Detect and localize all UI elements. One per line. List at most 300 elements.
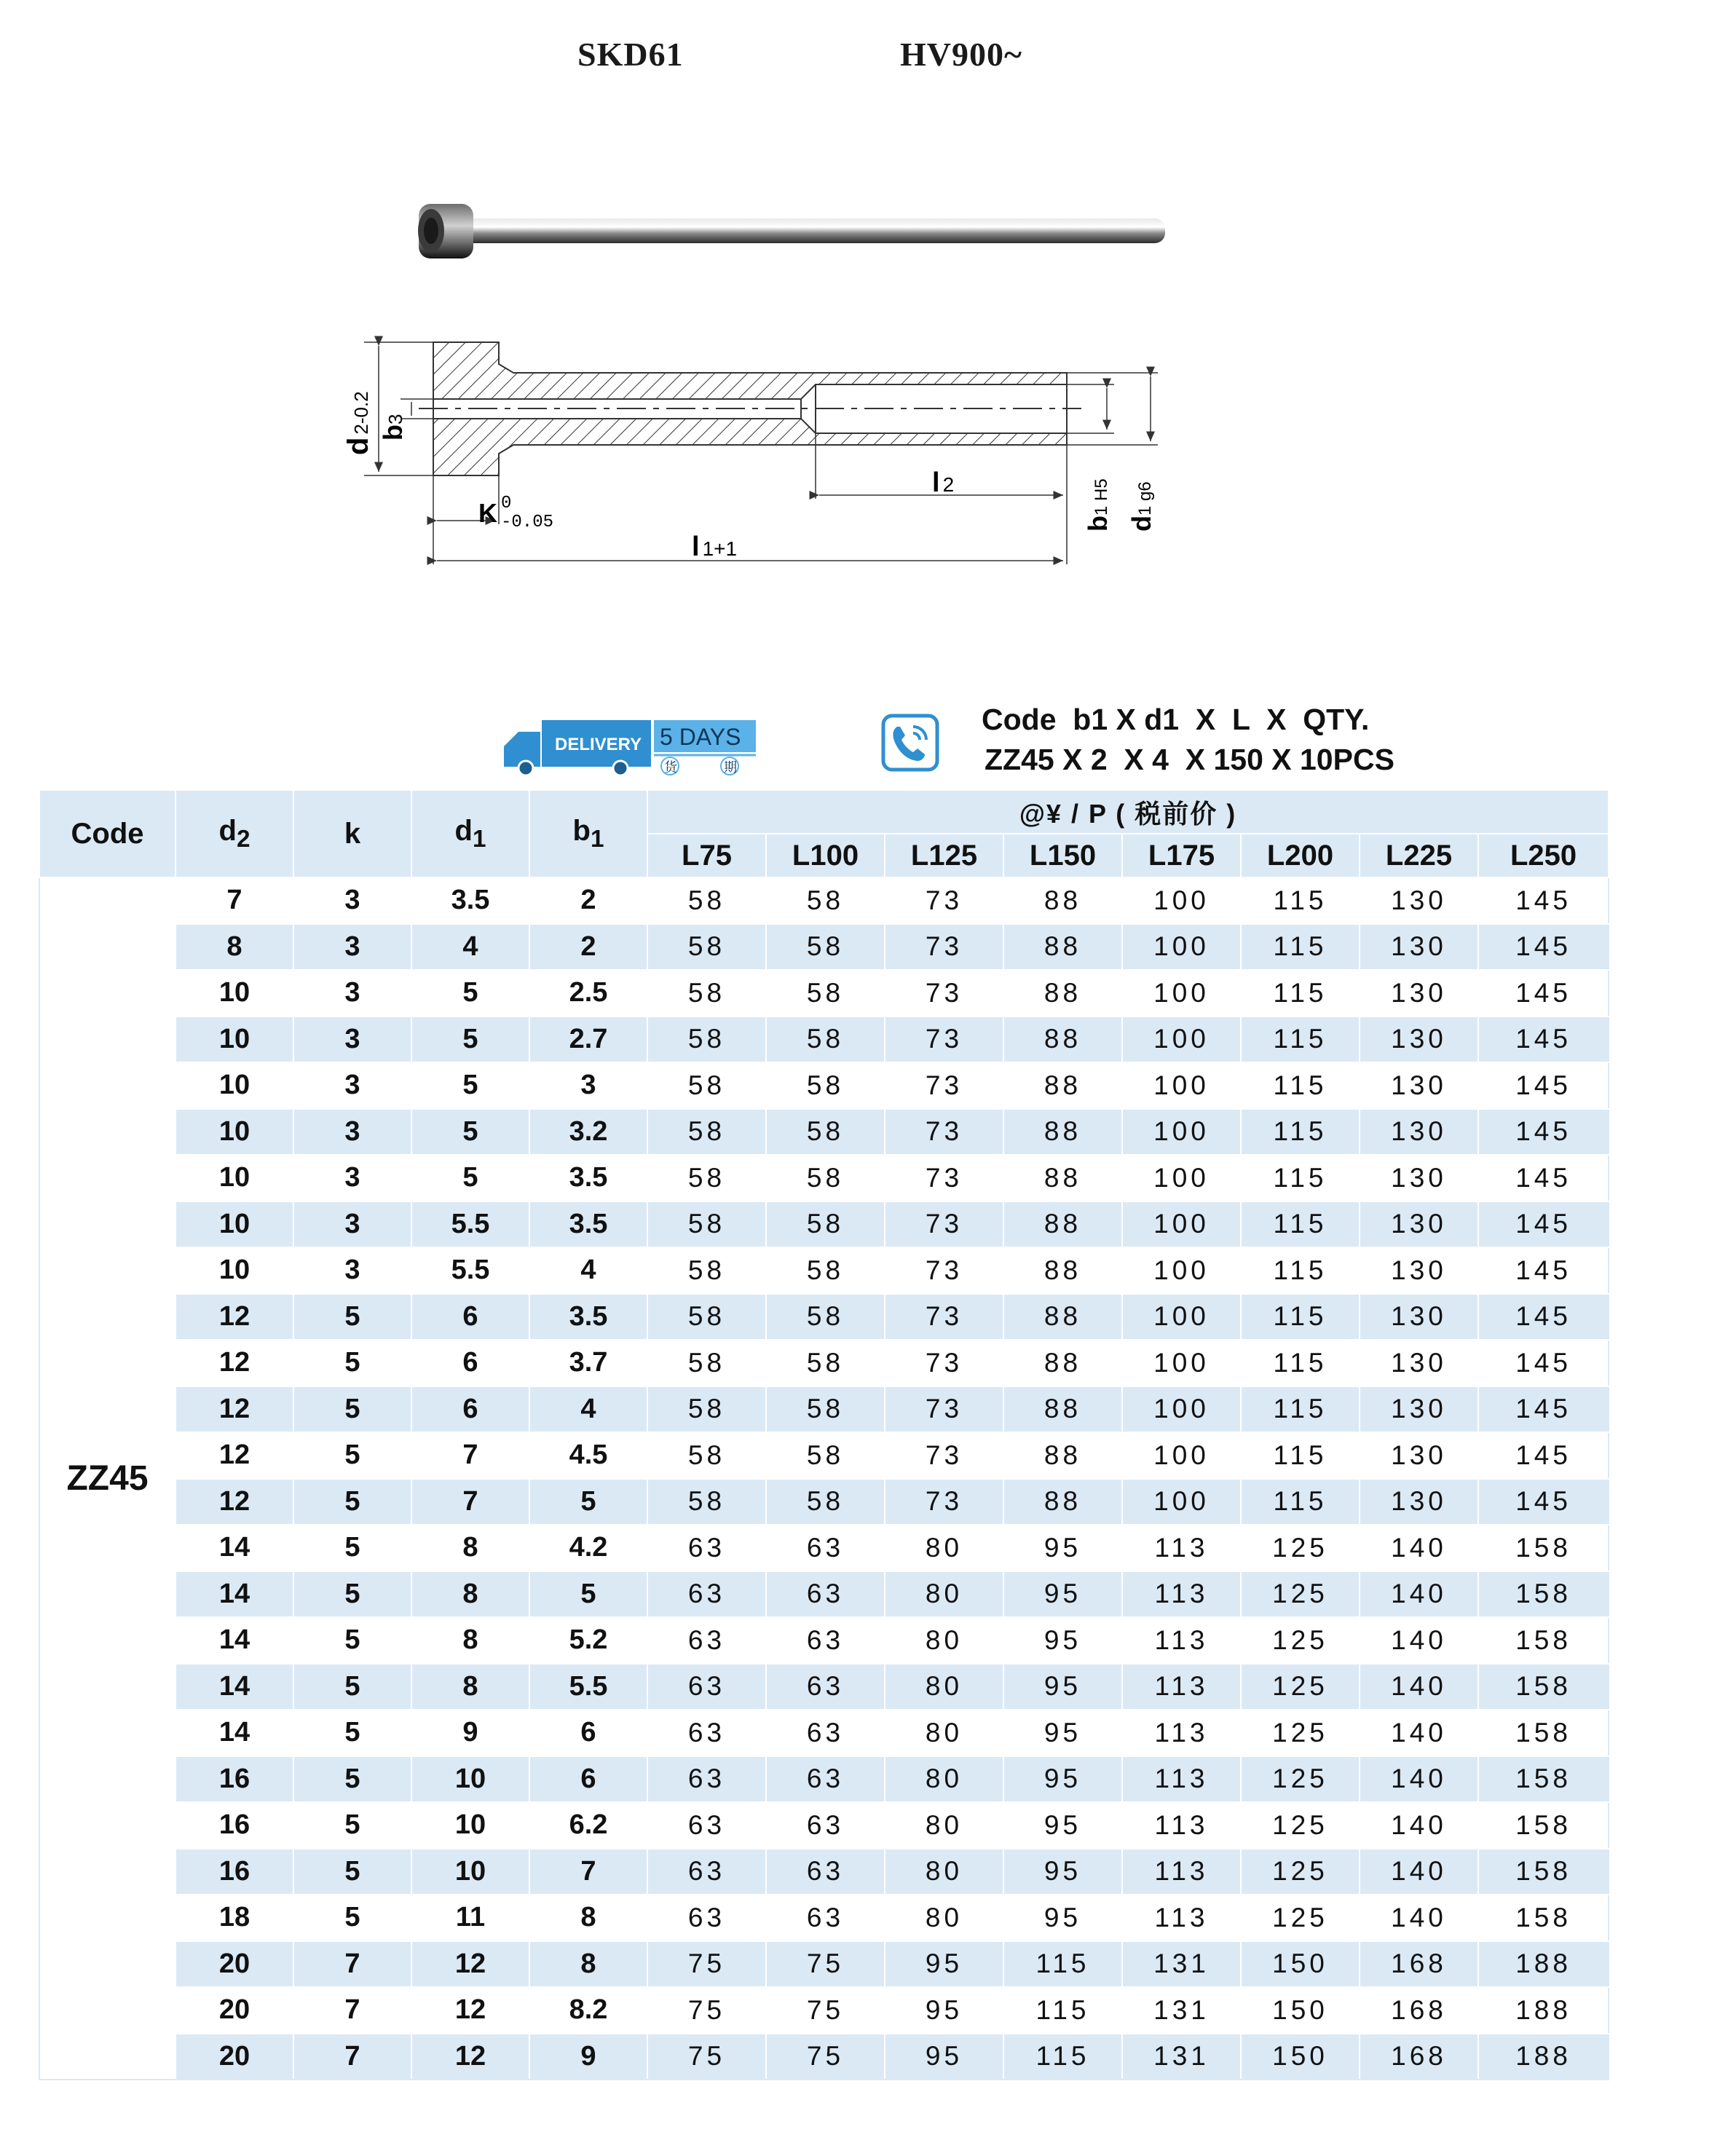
cell-b1: 2	[529, 877, 647, 924]
d2-sub: 2-0.2	[350, 391, 372, 435]
price-cell: 130	[1360, 1201, 1478, 1248]
price-cell: 58	[647, 924, 766, 971]
table-row	[39, 1432, 1609, 1479]
price-cell: 58	[647, 1479, 766, 1525]
price-cell: 100	[1122, 1386, 1241, 1433]
price-cell: 115	[1003, 1987, 1122, 2034]
price-cell: 80	[885, 1710, 1003, 1756]
cell-d2: 18	[175, 1895, 293, 1941]
price-cell: 158	[1478, 1571, 1609, 1618]
days-sub2: 期	[724, 760, 737, 775]
cell-d2: 14	[175, 1525, 293, 1571]
price-cell: 100	[1122, 1432, 1241, 1479]
cell-d1: 8	[411, 1571, 529, 1618]
cell-k: 3	[293, 1016, 411, 1063]
price-cell: 58	[766, 924, 885, 971]
cell-d2: 10	[175, 1201, 293, 1248]
price-cell: 58	[766, 1247, 885, 1294]
cell-k: 5	[293, 1849, 411, 1895]
cell-b1: 3	[529, 1062, 647, 1109]
col-d1: $d_1$	[411, 790, 529, 877]
cell-d1: 5	[411, 1062, 529, 1109]
cell-k: 7	[293, 1941, 411, 1988]
price-cell: 63	[647, 1710, 766, 1756]
cell-k: 5	[293, 1664, 411, 1710]
cell-k: 3	[293, 1201, 411, 1248]
cell-d1: 5.5	[411, 1201, 529, 1248]
price-cell: 58	[766, 1062, 885, 1109]
svg-text:b3	[378, 414, 408, 441]
price-cell: 100	[1122, 1109, 1241, 1156]
price-cell: 125	[1241, 1571, 1360, 1618]
col-code: Code	[39, 790, 175, 877]
cell-d1: 5	[411, 1016, 529, 1063]
cell-k: 3	[293, 924, 411, 971]
price-cell: 125	[1241, 1664, 1360, 1710]
price-cell: 58	[766, 1432, 885, 1479]
price-cell: 63	[766, 1710, 885, 1756]
cell-b1: 3.5	[529, 1294, 647, 1340]
price-cell: 125	[1241, 1710, 1360, 1756]
price-cell: 95	[1003, 1849, 1122, 1895]
price-cell: 150	[1241, 1987, 1360, 2034]
cell-b1: 4	[529, 1247, 647, 1294]
delivery-truck-icon	[504, 717, 759, 777]
table-row	[39, 1571, 1609, 1618]
price-cell: 145	[1478, 1247, 1609, 1294]
b3-label: b	[378, 425, 408, 441]
price-cell: 58	[766, 1109, 885, 1156]
price-cell: 131	[1122, 1941, 1241, 1988]
price-cell: 113	[1122, 1849, 1241, 1895]
table-row	[39, 1849, 1609, 1895]
price-cell: 130	[1360, 1155, 1478, 1201]
cell-k: 5	[293, 1432, 411, 1479]
price-cell: 73	[885, 1247, 1003, 1294]
d1-label: d	[1127, 516, 1156, 532]
price-cell: 130	[1360, 1479, 1478, 1525]
price-cell: 58	[647, 1432, 766, 1479]
cell-d1: 6	[411, 1386, 529, 1433]
price-cell: 188	[1478, 1987, 1609, 2034]
price-cell: 130	[1360, 924, 1478, 971]
cell-d2: 10	[175, 1062, 293, 1109]
length-header-l225: L225	[1360, 834, 1478, 877]
price-cell: 150	[1241, 1941, 1360, 1988]
table-row	[39, 2034, 1609, 2080]
price-cell: 115	[1241, 1155, 1360, 1201]
table-row	[39, 1987, 1609, 2034]
cell-d2: 12	[175, 1340, 293, 1386]
price-cell: 100	[1122, 1479, 1241, 1525]
price-cell: 113	[1122, 1802, 1241, 1849]
price-cell: 58	[647, 970, 766, 1016]
cell-b1: 6.2	[529, 1802, 647, 1849]
price-cell: 130	[1360, 1340, 1478, 1386]
price-cell: 73	[885, 1294, 1003, 1340]
cell-d2: 14	[175, 1571, 293, 1618]
price-cell: 115	[1241, 877, 1360, 924]
table-row	[39, 1525, 1609, 1571]
cell-b1: 3.2	[529, 1109, 647, 1156]
cell-b1: 4	[529, 1386, 647, 1433]
price-cell: 75	[766, 1941, 885, 1988]
cell-d2: 12	[175, 1386, 293, 1433]
svg-text:b1 H5	[1083, 478, 1113, 532]
price-cell: 63	[647, 1756, 766, 1803]
price-cell: 88	[1003, 1479, 1122, 1525]
price-cell: 88	[1003, 1201, 1122, 1248]
cell-k: 5	[293, 1479, 411, 1525]
price-cell: 58	[647, 1062, 766, 1109]
price-cell: 63	[766, 1895, 885, 1941]
cell-d2: 16	[175, 1756, 293, 1803]
cell-k: 5	[293, 1525, 411, 1571]
cell-b1: 8	[529, 1895, 647, 1941]
price-cell: 115	[1241, 1294, 1360, 1340]
price-cell: 145	[1478, 970, 1609, 1016]
price-cell: 188	[1478, 1941, 1609, 1988]
price-cell: 115	[1003, 2034, 1122, 2080]
price-cell: 168	[1360, 1987, 1478, 2034]
price-cell: 80	[885, 1664, 1003, 1710]
table-row	[39, 1062, 1609, 1109]
price-cell: 140	[1360, 1571, 1478, 1618]
price-table-body	[39, 877, 1609, 2080]
cell-b1: 6	[529, 1710, 647, 1756]
cell-k: 5	[293, 1710, 411, 1756]
svg-text:d1 g6	[1127, 481, 1156, 532]
price-cell: 63	[766, 1802, 885, 1849]
price-cell: 75	[647, 2034, 766, 2080]
price-cell: 115	[1241, 1062, 1360, 1109]
price-cell: 100	[1122, 1155, 1241, 1201]
k-upper: 0	[501, 494, 512, 513]
price-cell: 100	[1122, 1062, 1241, 1109]
price-cell: 158	[1478, 1710, 1609, 1756]
cell-k: 7	[293, 2034, 411, 2080]
price-cell: 140	[1360, 1525, 1478, 1571]
price-cell: 125	[1241, 1617, 1360, 1664]
price-cell: 63	[766, 1664, 885, 1710]
price-cell: 58	[647, 1016, 766, 1063]
price-cell: 158	[1478, 1756, 1609, 1803]
price-cell: 158	[1478, 1802, 1609, 1849]
price-cell: 95	[1003, 1802, 1122, 1849]
price-cell: 58	[766, 1155, 885, 1201]
table-row	[39, 1664, 1609, 1710]
table-row	[39, 1756, 1609, 1803]
price-cell: 145	[1478, 1109, 1609, 1156]
price-cell: 113	[1122, 1756, 1241, 1803]
table-row	[39, 970, 1609, 1016]
table-row	[39, 1247, 1609, 1294]
price-cell: 63	[647, 1849, 766, 1895]
price-cell: 88	[1003, 1294, 1122, 1340]
cell-d2: 10	[175, 970, 293, 1016]
price-cell: 115	[1241, 1109, 1360, 1156]
table-row	[39, 1802, 1609, 1849]
price-cell: 88	[1003, 1432, 1122, 1479]
col-k: k	[293, 790, 411, 877]
price-cell: 130	[1360, 1432, 1478, 1479]
col-b1: $b_1$	[529, 790, 647, 877]
price-cell: 63	[647, 1802, 766, 1849]
price-cell: 58	[766, 1340, 885, 1386]
cell-k: 5	[293, 1571, 411, 1618]
table-row	[39, 1201, 1609, 1248]
price-cell: 95	[1003, 1571, 1122, 1618]
price-cell: 88	[1003, 1247, 1122, 1294]
l2-label: l	[932, 467, 940, 498]
cell-d2: 8	[175, 924, 293, 971]
cell-d2: 10	[175, 1109, 293, 1156]
d2-label: d	[342, 437, 374, 455]
price-cell: 80	[885, 1571, 1003, 1618]
price-cell: 145	[1478, 1016, 1609, 1063]
price-cell: 88	[1003, 1155, 1122, 1201]
cell-b1: 3.7	[529, 1340, 647, 1386]
table-row	[39, 877, 1609, 924]
cell-d1: 8	[411, 1617, 529, 1664]
price-cell: 145	[1478, 1340, 1609, 1386]
price-cell: 73	[885, 1062, 1003, 1109]
price-cell: 80	[885, 1756, 1003, 1803]
price-cell: 58	[647, 1386, 766, 1433]
table-row	[39, 1109, 1609, 1156]
table-row	[39, 1340, 1609, 1386]
cell-d1: 5	[411, 1109, 529, 1156]
price-cell: 75	[766, 1987, 885, 2034]
price-cell: 130	[1360, 1109, 1478, 1156]
cell-b1: 5	[529, 1571, 647, 1618]
price-cell: 95	[885, 1987, 1003, 2034]
price-cell: 125	[1241, 1895, 1360, 1941]
price-cell: 100	[1122, 970, 1241, 1016]
cell-b1: 4.2	[529, 1525, 647, 1571]
length-header-l175: L175	[1122, 834, 1241, 877]
price-cell: 80	[885, 1895, 1003, 1941]
price-cell: 58	[766, 970, 885, 1016]
table-row	[39, 1710, 1609, 1756]
price-cell: 58	[647, 1155, 766, 1201]
price-cell: 88	[1003, 1062, 1122, 1109]
cell-d2: 14	[175, 1617, 293, 1664]
cell-b1: 3.5	[529, 1155, 647, 1201]
price-cell: 115	[1241, 970, 1360, 1016]
table-row	[39, 1386, 1609, 1433]
price-cell: 63	[647, 1895, 766, 1941]
price-cell: 158	[1478, 1849, 1609, 1895]
price-cell: 158	[1478, 1664, 1609, 1710]
price-cell: 168	[1360, 2034, 1478, 2080]
code-cell: ZZ45	[39, 877, 175, 2080]
price-cell: 73	[885, 1155, 1003, 1201]
price-cell: 58	[766, 1016, 885, 1063]
cell-k: 5	[293, 1895, 411, 1941]
price-cell: 58	[647, 1340, 766, 1386]
cell-d1: 8	[411, 1525, 529, 1571]
price-cell: 100	[1122, 1340, 1241, 1386]
cell-b1: 5.2	[529, 1617, 647, 1664]
length-header-l250: L250	[1478, 834, 1609, 877]
cell-d1: 11	[411, 1895, 529, 1941]
cell-d1: 5	[411, 1155, 529, 1201]
price-cell: 63	[766, 1571, 885, 1618]
cell-d1: 10	[411, 1756, 529, 1803]
price-cell: 80	[885, 1802, 1003, 1849]
price-cell: 100	[1122, 1016, 1241, 1063]
table-row	[39, 1016, 1609, 1063]
price-cell: 75	[647, 1941, 766, 1988]
cell-d2: 10	[175, 1247, 293, 1294]
ejector-pin-photo	[404, 197, 1169, 269]
cell-b1: 8	[529, 1941, 647, 1988]
cell-d1: 7	[411, 1432, 529, 1479]
cell-b1: 2.5	[529, 970, 647, 1016]
price-cell: 88	[1003, 1340, 1122, 1386]
b1-sub: 1 H5	[1092, 478, 1111, 516]
price-cell: 150	[1241, 2034, 1360, 2080]
price-cell: 145	[1478, 1386, 1609, 1433]
price-cell: 95	[885, 1941, 1003, 1988]
cell-b1: 6	[529, 1756, 647, 1803]
price-cell: 58	[647, 877, 766, 924]
price-cell: 58	[766, 1201, 885, 1248]
cell-d1: 10	[411, 1802, 529, 1849]
price-cell: 140	[1360, 1849, 1478, 1895]
length-header-l200: L200	[1241, 834, 1360, 877]
price-cell: 88	[1003, 877, 1122, 924]
cell-d2: 14	[175, 1664, 293, 1710]
price-cell: 145	[1478, 1155, 1609, 1201]
cell-d1: 12	[411, 2034, 529, 2080]
price-cell: 113	[1122, 1710, 1241, 1756]
table-row	[39, 1479, 1609, 1525]
price-cell: 100	[1122, 1201, 1241, 1248]
price-cell: 95	[1003, 1895, 1122, 1941]
l1-label: l	[692, 532, 700, 562]
price-table	[39, 789, 1609, 2080]
material-label: SKD61	[577, 36, 684, 73]
price-cell: 115	[1241, 1201, 1360, 1248]
cell-k: 7	[293, 1987, 411, 2034]
days-sub1: 货	[664, 760, 677, 775]
cell-d2: 16	[175, 1849, 293, 1895]
price-cell: 145	[1478, 1432, 1609, 1479]
price-cell: 73	[885, 1479, 1003, 1525]
technical-drawing	[335, 324, 1194, 586]
price-cell: 115	[1241, 1247, 1360, 1294]
price-cell: 80	[885, 1525, 1003, 1571]
cell-b1: 5	[529, 1479, 647, 1525]
svg-text:l1+1	[692, 532, 737, 562]
cell-k: 3	[293, 970, 411, 1016]
cell-d1: 9	[411, 1710, 529, 1756]
price-cell: 80	[885, 1849, 1003, 1895]
price-cell: 130	[1360, 1294, 1478, 1340]
b3-sub: 3	[384, 414, 406, 425]
price-cell: 145	[1478, 1201, 1609, 1248]
price-cell: 145	[1478, 1294, 1609, 1340]
price-header: @¥ / P ( 税前价 )	[647, 790, 1609, 834]
l1-sub: 1+1	[702, 537, 738, 560]
price-cell: 58	[647, 1294, 766, 1340]
price-cell: 115	[1241, 1340, 1360, 1386]
cell-k: 5	[293, 1386, 411, 1433]
length-header-l125: L125	[885, 834, 1003, 877]
price-cell: 100	[1122, 1294, 1241, 1340]
price-cell: 88	[1003, 1386, 1122, 1433]
price-cell: 130	[1360, 1386, 1478, 1433]
cell-d2: 16	[175, 1802, 293, 1849]
price-cell: 115	[1241, 1432, 1360, 1479]
price-cell: 63	[766, 1617, 885, 1664]
price-cell: 113	[1122, 1895, 1241, 1941]
price-cell: 80	[885, 1617, 1003, 1664]
cell-k: 5	[293, 1340, 411, 1386]
price-cell: 73	[885, 1340, 1003, 1386]
cell-b1: 3.5	[529, 1201, 647, 1248]
table-row	[39, 924, 1609, 971]
table-row	[39, 1617, 1609, 1664]
cell-d1: 6	[411, 1340, 529, 1386]
phone-icon	[881, 714, 939, 772]
price-cell: 113	[1122, 1571, 1241, 1618]
k-lower: -0.05	[501, 513, 554, 532]
cell-k: 5	[293, 1756, 411, 1803]
delivery-text: DELIVERY	[555, 735, 642, 754]
price-cell: 140	[1360, 1617, 1478, 1664]
price-cell: 63	[647, 1571, 766, 1618]
price-cell: 145	[1478, 924, 1609, 971]
price-cell: 58	[766, 1294, 885, 1340]
cell-d1: 12	[411, 1987, 529, 2034]
price-cell: 188	[1478, 2034, 1609, 2080]
price-cell: 125	[1241, 1756, 1360, 1803]
price-cell: 115	[1241, 1016, 1360, 1063]
cell-d2: 7	[175, 877, 293, 924]
price-cell: 95	[1003, 1710, 1122, 1756]
cell-d1: 5	[411, 970, 529, 1016]
order-format: Code b1 X d1 X L X QTY.	[982, 703, 1370, 736]
cell-d1: 4	[411, 924, 529, 971]
price-cell: 145	[1478, 1062, 1609, 1109]
price-cell: 63	[766, 1756, 885, 1803]
length-header-l100: L100	[766, 834, 885, 877]
price-cell: 168	[1360, 1941, 1478, 1988]
k-label: K	[478, 498, 497, 528]
price-cell: 73	[885, 1432, 1003, 1479]
price-cell: 113	[1122, 1525, 1241, 1571]
price-cell: 95	[1003, 1617, 1122, 1664]
cell-d2: 20	[175, 1941, 293, 1988]
cell-b1: 9	[529, 2034, 647, 2080]
cell-d2: 10	[175, 1016, 293, 1063]
cell-d1: 12	[411, 1941, 529, 1988]
price-cell: 145	[1478, 877, 1609, 924]
price-cell: 88	[1003, 924, 1122, 971]
cell-b1: 2.7	[529, 1016, 647, 1063]
price-cell: 88	[1003, 970, 1122, 1016]
cell-d2: 12	[175, 1432, 293, 1479]
l2-sub: 2	[942, 473, 955, 496]
cell-d1: 10	[411, 1849, 529, 1895]
svg-text:d2-0.2	[342, 391, 374, 455]
price-cell: 58	[766, 1479, 885, 1525]
cell-d2: 10	[175, 1155, 293, 1201]
price-cell: 125	[1241, 1525, 1360, 1571]
